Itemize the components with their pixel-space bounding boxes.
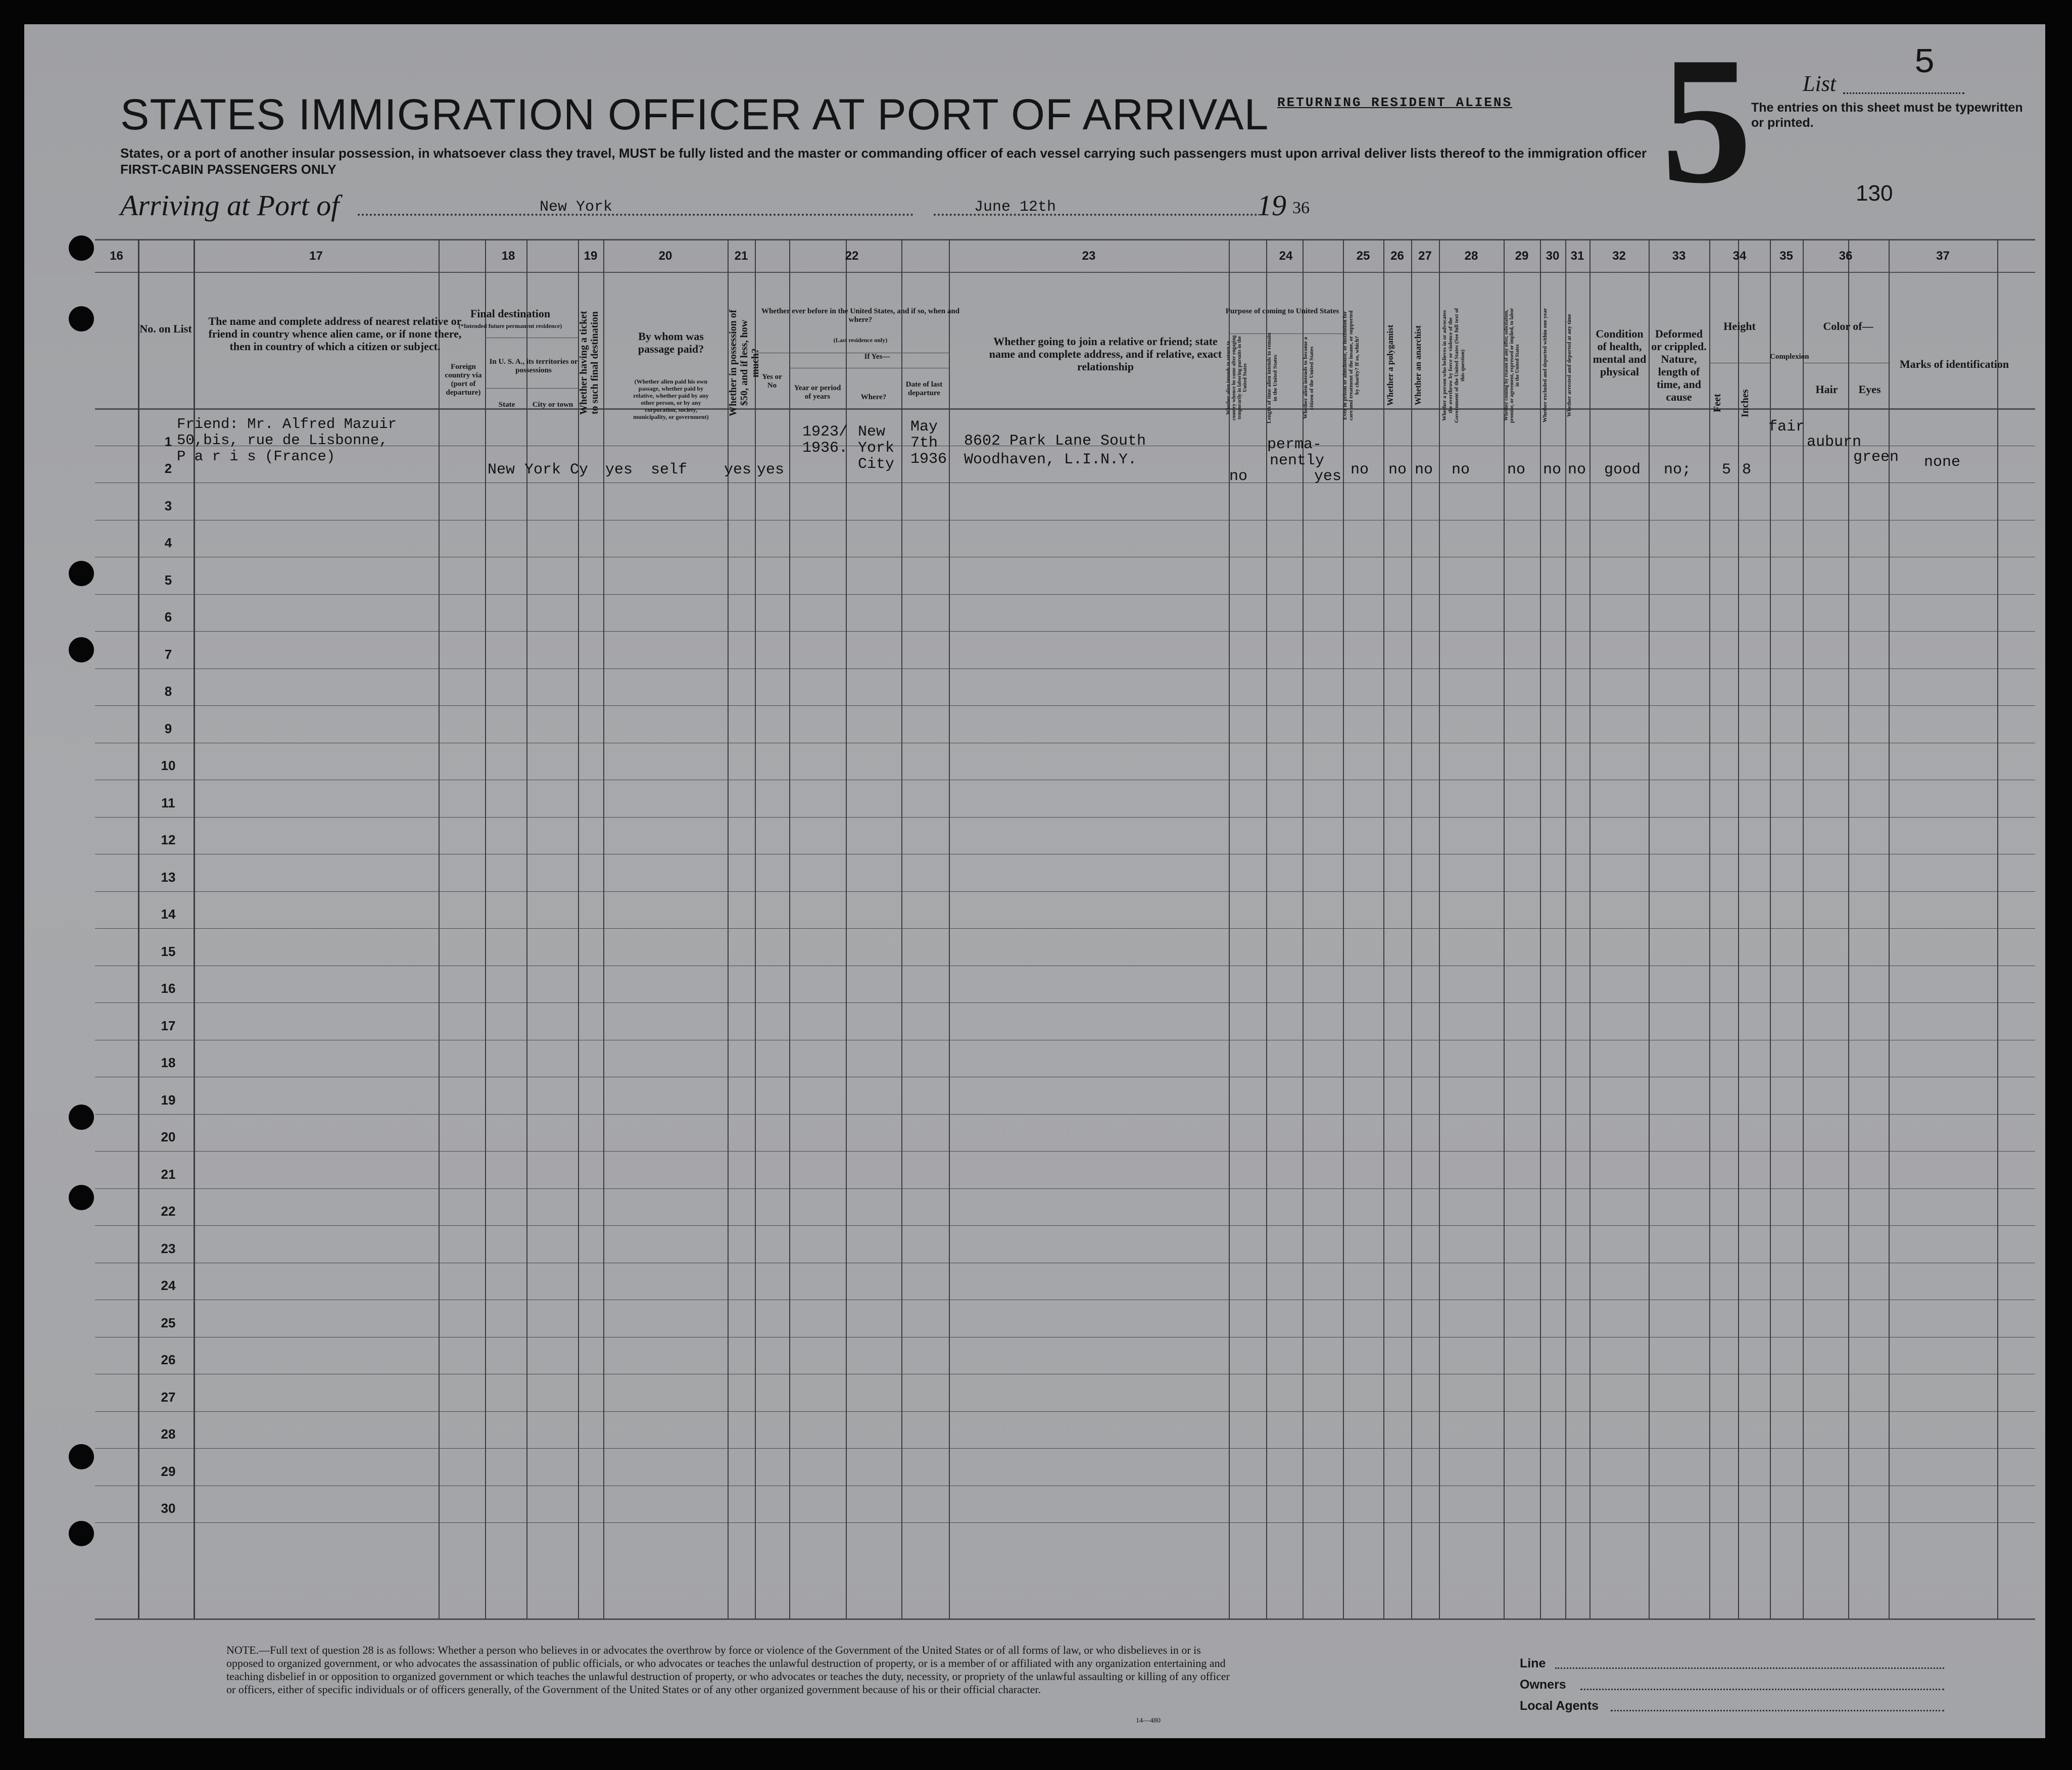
grid-rule: [485, 388, 578, 389]
row-number: 24: [161, 1278, 176, 1294]
column-number-21: 21: [734, 249, 748, 263]
row-number: 22: [161, 1204, 176, 1219]
grid-column-rule: [789, 239, 790, 1618]
grid-column-rule: [1709, 239, 1710, 1618]
grid-column-rule: [949, 239, 950, 1618]
column-number-22: 22: [845, 249, 859, 263]
owners-rule: [1580, 1689, 1944, 1690]
entry-eyes: green: [1853, 449, 1899, 466]
grid-rule: [95, 1114, 2035, 1115]
column-number-24: 24: [1279, 249, 1293, 263]
entry-departure-2: 7th: [910, 435, 938, 452]
agents-rule: [1611, 1710, 1944, 1711]
entry-where-3: City: [858, 456, 895, 473]
port-value: New York: [540, 199, 613, 216]
row-number: 18: [161, 1055, 176, 1071]
entry-marks: none: [1924, 454, 1961, 471]
header-year-period: Year or period of years: [794, 384, 841, 401]
grid-rule: [95, 594, 2035, 595]
header-offer-labor: Whether coming by reason of any offer, solicitation, promise, or agreement, expressed or implied, to labor in the United States: [1504, 308, 1520, 423]
entry-years-1: 1923/: [802, 423, 848, 441]
column-number-37: 37: [1936, 249, 1950, 263]
entry-feet: 5: [1722, 461, 1731, 479]
grid-column-rule: [578, 239, 579, 1618]
header-complexion: Complexion: [1770, 353, 1809, 361]
entry-hair: auburn: [1807, 434, 1862, 451]
grid-column-rule: [1889, 239, 1890, 1618]
grid-column-rule: [1589, 239, 1591, 1618]
row-number: 25: [161, 1315, 176, 1330]
entry-relative-line-3: P a r i s (France): [177, 448, 335, 465]
header-hair: Hair: [1815, 383, 1838, 396]
row-number: 10: [161, 758, 176, 774]
row-number: 4: [164, 535, 172, 551]
grid-column-rule: [1565, 239, 1566, 1618]
grid-column-rule: [1383, 239, 1384, 1618]
grid-column-rule: [1439, 239, 1440, 1618]
row-number: 27: [161, 1389, 176, 1405]
grid-column-rule: [1770, 239, 1771, 1618]
grid-rule: [95, 1618, 2035, 1620]
header-foreign-country: Foreign country via (port of departure): [445, 363, 482, 397]
grid-rule: [95, 817, 2035, 818]
entry-state: New: [488, 461, 515, 479]
grid-column-rule: [901, 239, 902, 1618]
form-number: 14—480: [1136, 1717, 1161, 1725]
binder-hole: [69, 1444, 94, 1469]
entry-inches: 8: [1742, 461, 1752, 479]
header-ticket: Whether having a ticket to such final destination: [578, 311, 600, 415]
header-fifty-dollars: Whether in possession of $50, and if less, how much?: [728, 309, 761, 416]
entry-polygamist: no: [1388, 461, 1407, 479]
entries-note: The entries on this sheet must be typewritten or printed.: [1751, 101, 2023, 130]
header-polygamist: Whether a polygamist: [1385, 324, 1395, 406]
grid-rule: [95, 928, 2035, 929]
row-number: 16: [161, 981, 176, 996]
grid-rule: [95, 668, 2035, 669]
header-passage-paid-sub: (Whether alien paid his own passage, whether paid by relative, whether paid by any other person, or by any corporation, society, municipality, or government): [633, 378, 709, 420]
footer-note: NOTE.—Full text of question 28 is as follows: Whether a person who believes in or advocates the overthrow by force or violence of the Government of the United States or of all forms of law, or who disbelieves in or is opposed to organized government, or who advocates the assassination of public officials, or who advocates or teaches the unlawful destruction of property, or is a member of or affiliated with any organization entertaining and teaching disbelief in or opposition to organized government or which teaches the unlawful destruction of property, or who advocates or teaches the duty, necessity, or propriety of the unlawful assaulting or killing of any officer or officers, either of specific individuals or of officers generally, of the Government of the United States or of any other organized government because of his or their official character.: [226, 1644, 1230, 1696]
header-state: State: [498, 401, 515, 409]
entry-where-1: New: [858, 423, 886, 441]
header-join-relative: Whether going to join a relative or friend; state name and complete address, and if relative, exact relationship: [989, 335, 1222, 373]
row-number: 1: [164, 434, 172, 449]
line-rule: [1555, 1667, 1944, 1669]
line-label: Line: [1520, 1656, 1546, 1670]
row-number: 6: [164, 609, 172, 625]
binder-hole: [69, 1105, 94, 1130]
header-where: Where?: [860, 393, 887, 401]
big-list-number: 5: [1661, 24, 1752, 221]
row-number: 12: [161, 832, 176, 848]
column-number-27: 27: [1418, 249, 1432, 263]
column-number-36: 36: [1839, 249, 1853, 263]
row-number: 15: [161, 943, 176, 959]
header-final-destination: Final destination: [470, 307, 551, 320]
grid-rule: [95, 705, 2035, 706]
form-title: STATES IMMIGRATION OFFICER AT PORT OF ARRIVAL: [120, 90, 1269, 139]
row-number: 26: [161, 1352, 176, 1368]
entry-join-line-1: 8602 Park Lane South: [964, 433, 1146, 450]
row-number: 11: [161, 795, 175, 810]
entry-years-2: 1936.: [802, 440, 848, 457]
header-arrested: Whether arrested and deported at any time: [1566, 314, 1572, 417]
grid-column-rule: [1411, 239, 1412, 1618]
year-prefix: 19: [1257, 189, 1286, 222]
header-excluded: Whether excluded and deported within one year: [1542, 308, 1548, 423]
column-number-16: 16: [110, 249, 123, 263]
grid-rule: [95, 631, 2035, 632]
entry-paid-by: self: [651, 461, 688, 479]
grid-column-rule: [1997, 239, 1998, 1618]
binder-hole: [69, 306, 94, 331]
header-if-yes: If Yes—: [864, 353, 890, 361]
header-passage-paid: By whom was passage paid?: [638, 330, 704, 355]
entry-excluded: no: [1543, 461, 1562, 479]
column-number-31: 31: [1570, 249, 1584, 263]
entry-arrested: no: [1568, 461, 1586, 479]
entry-overthrow: no: [1452, 461, 1470, 479]
year-suffix: 36: [1292, 199, 1310, 217]
header-prison: Ever in prison or almshouse, or institution for care and treatment of the insane, or supported by charity? If so, which?: [1342, 310, 1360, 420]
manifest-grid: [24, 24, 2045, 1738]
binder-hole: [69, 1521, 94, 1546]
header-final-destination-sub: (*Intended future permanent residence): [458, 322, 562, 329]
header-yes-no: Yes or No: [762, 373, 782, 390]
row-number: 20: [161, 1129, 176, 1145]
header-date-departure: Date of last departure: [905, 380, 943, 397]
entry-relative-line-1: Friend: Mr. Alfred Mazuir: [177, 416, 397, 433]
row-number: 29: [161, 1463, 176, 1479]
header-no-on-list: No. on List: [139, 322, 192, 335]
entry-offer-labor: no: [1507, 461, 1526, 479]
grid-column-rule: [1738, 239, 1739, 1618]
header-last-residence: (Last residence only): [833, 337, 888, 344]
entry-return-intent: no: [1229, 468, 1248, 485]
header-color-of: Color of—: [1823, 320, 1873, 332]
header-height: Height: [1723, 320, 1756, 332]
date-value: June 12th: [974, 199, 1056, 216]
returning-resident-stamp: RETURNING RESIDENT ALIENS: [1277, 95, 1513, 110]
column-number-29: 29: [1515, 249, 1529, 263]
column-number-32: 32: [1612, 249, 1626, 263]
header-inches: Inches: [1740, 389, 1751, 417]
column-number-17: 17: [309, 249, 323, 263]
manifest-sheet: [24, 24, 2045, 1738]
column-number-28: 28: [1464, 249, 1478, 263]
grid-column-rule: [526, 239, 527, 1618]
column-number-23: 23: [1082, 249, 1096, 263]
entry-departure-3: 1936: [910, 451, 947, 468]
binder-hole: [69, 637, 94, 662]
header-city: City or town: [532, 401, 573, 409]
column-number-33: 33: [1672, 249, 1686, 263]
grid-column-rule: [1540, 239, 1541, 1618]
owners-label: Owners: [1520, 1678, 1566, 1692]
column-number-19: 19: [584, 249, 598, 263]
row-number: 13: [161, 869, 176, 885]
grid-rule: [95, 1522, 2035, 1523]
grid-column-rule: [439, 239, 440, 1618]
row-number: 23: [161, 1240, 176, 1256]
grid-rule: [95, 1002, 2035, 1003]
header-length-of-stay: Length of time alien intends to remain in the United States: [1266, 332, 1278, 423]
header-anarchist: Whether an anarchist: [1413, 325, 1423, 406]
row-number: 9: [164, 721, 172, 736]
column-number-26: 26: [1390, 249, 1404, 263]
entry-before-yes-no: yes: [757, 461, 785, 479]
list-value: 5: [1914, 43, 1936, 83]
grid-column-rule: [1229, 239, 1230, 1618]
page-number: 130: [1856, 181, 1893, 206]
header-relative-address: The name and complete address of nearest relative or friend in country whence alien came, or if none there, then in country of which a citizen or subject.: [208, 315, 462, 353]
grid-rule: [95, 891, 2035, 892]
row-number: 3: [164, 498, 172, 513]
arriving-label: Arriving at Port of: [120, 189, 340, 222]
header-in-usa: In U. S. A., its territories or possessions: [489, 358, 578, 374]
grid-column-rule: [1649, 239, 1650, 1618]
entry-ticket: yes: [605, 461, 633, 479]
row-number: 28: [161, 1426, 176, 1442]
column-number-20: 20: [658, 249, 672, 263]
grid-rule: [95, 1188, 2035, 1189]
header-deformed: Deformed or crippled. Nature, length of time, and cause: [1651, 327, 1707, 403]
agents-label: Local Agents: [1520, 1699, 1599, 1713]
entry-deformed: no;: [1664, 461, 1692, 479]
grid-column-rule: [755, 239, 756, 1618]
grid-column-rule: [603, 239, 604, 1618]
header-eyes: Eyes: [1858, 383, 1881, 396]
entry-anarchist: no: [1415, 461, 1433, 479]
entry-complexion: fair: [1768, 418, 1805, 436]
header-purpose: Purpose of coming to United States: [1225, 307, 1339, 315]
grid-rule: [95, 1225, 2035, 1226]
row-number: 2: [164, 461, 172, 476]
grid-column-rule: [485, 239, 486, 1618]
grid-column-rule: [1803, 239, 1804, 1618]
binder-hole: [69, 561, 94, 586]
entry-relative-line-2: 50,bis, rue de Lisbonne,: [177, 432, 388, 449]
row-number: 19: [161, 1092, 176, 1108]
row-number: 5: [164, 572, 172, 588]
entry-length-1: perma-: [1267, 436, 1322, 453]
grid-column-rule: [1343, 239, 1344, 1618]
binder-hole: [69, 235, 94, 261]
entry-city: York Cy: [524, 461, 589, 479]
grid-rule: [95, 239, 2035, 241]
column-number-34: 34: [1732, 249, 1747, 263]
entry-citizen: yes: [1314, 468, 1342, 485]
column-number-25: 25: [1356, 249, 1370, 263]
row-number: 8: [164, 684, 172, 699]
entry-departure-1: May: [910, 418, 938, 436]
row-number: 7: [164, 646, 172, 662]
binder-hole: [69, 1185, 94, 1210]
header-feet: Feet: [1712, 394, 1723, 413]
header-become-citizen: Whether alien intends to become a citizen of the United States: [1303, 337, 1315, 419]
grid-rule: [95, 1448, 2035, 1449]
entry-where-2: York: [858, 440, 895, 457]
list-label: List: [1803, 71, 1837, 96]
entry-prison: no: [1351, 461, 1369, 479]
column-number-30: 30: [1546, 249, 1560, 263]
grid-rule: [95, 272, 2035, 273]
row-number: 30: [161, 1501, 176, 1516]
entry-fifty-dollars: yes: [724, 461, 752, 479]
grid-column-rule: [1504, 239, 1505, 1618]
row-number: 21: [161, 1166, 176, 1182]
grid-column-rule: [728, 239, 729, 1618]
grid-rule: [95, 1151, 2035, 1152]
grid-rule: [95, 1411, 2035, 1412]
header-return-intent: Whether alien intends to return to country whence he came after engaging temporarily in laboring pursuits in the United States: [1226, 335, 1248, 421]
row-number: 14: [161, 906, 176, 922]
entry-length-2: nently: [1270, 452, 1325, 469]
column-number-18: 18: [501, 249, 515, 263]
entry-join-line-2: Woodhaven, L.I.N.Y.: [964, 451, 1137, 468]
intro-line-1: States, or a port of another insular possession, in whatsoever class they travel, MUST be fully listed and the master or commanding officer of each vessel carrying such passengers must upon arrival deliver lists thereof to the immigration officer: [120, 146, 1647, 161]
intro-line-2: FIRST-CABIN PASSENGERS ONLY: [120, 162, 336, 177]
header-overthrow: Whether a person who believes in or advocates the overthrow by force or violence of the Government of the United States (See full text of this question): [1441, 308, 1466, 423]
entry-health: good: [1604, 461, 1641, 479]
column-number-35: 35: [1779, 249, 1793, 263]
header-marks: Marks of identification: [1899, 358, 2009, 370]
header-ever-before: Whether ever before in the United States, and if so, when and where?: [761, 307, 960, 324]
header-health: Condition of health, mental and physical: [1593, 327, 1647, 378]
row-number: 17: [161, 1018, 176, 1033]
